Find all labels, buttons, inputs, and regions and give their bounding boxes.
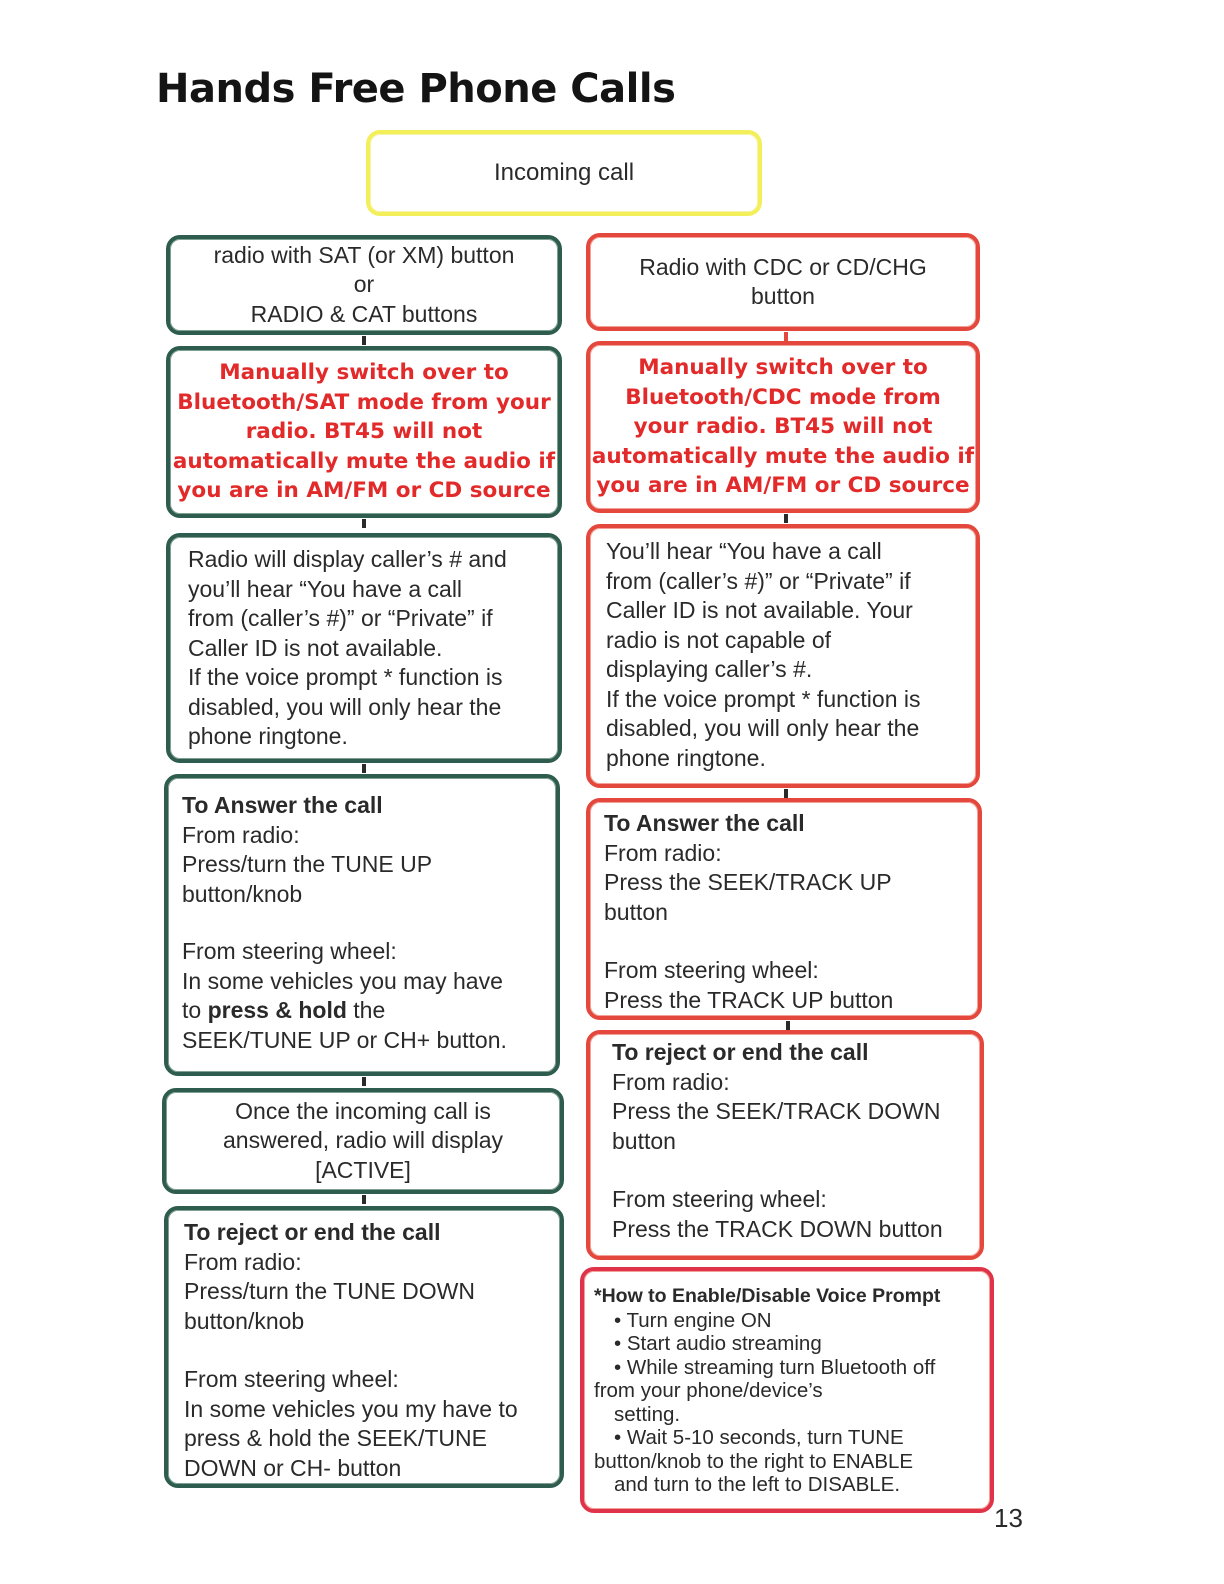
left-display-line: you’ll hear “You have a call [188, 575, 463, 602]
right-display-line: disabled, you will only hear the [606, 715, 920, 741]
left-active-line: Once the incoming call is [235, 1097, 491, 1124]
left-reject-wheel-line: DOWN or CH- button [184, 1454, 402, 1481]
left-connector [362, 336, 366, 345]
left-connector [362, 519, 366, 528]
voice-prompt-heading: *How to Enable/Disable Voice Prompt [594, 1285, 941, 1307]
left-answer-heading: To Answer the call [182, 792, 383, 818]
voice-prompt-line: • Wait 5-10 seconds, turn TUNE [614, 1426, 904, 1449]
right-radio-type-box [586, 233, 980, 331]
right-display-line: from (caller’s #)” or “Private” if [606, 567, 911, 594]
left-answer-wheel-line: In some vehicles you may have [182, 967, 503, 994]
left-alert-line: Manually switch over to [219, 360, 509, 386]
voice-prompt-line: button/knob to the right to ENABLE [594, 1449, 914, 1473]
right-alert-line: your radio. BT45 will not [633, 414, 933, 440]
left-display-line: disabled, you will only hear the [188, 693, 502, 720]
left-connector [362, 1195, 366, 1204]
right-display-line: If the voice prompt * function is [606, 685, 921, 712]
right-connector [784, 332, 788, 341]
right-display-line: You’ll hear “You have a call [606, 538, 882, 564]
right-display-line: displaying caller’s #. [606, 656, 813, 682]
left-alert-line: you are in AM/FM or CD source [177, 478, 551, 504]
left-display-line: Caller ID is not available. [188, 634, 443, 661]
spacer [184, 1336, 544, 1365]
left-reject-from-wheel: From steering wheel: [184, 1366, 399, 1392]
right-answer-radio-line: button [604, 898, 668, 925]
right-display-line: radio is not capable of [606, 626, 832, 653]
spacer [612, 1156, 958, 1185]
left-answer-box [164, 774, 560, 1076]
left-radio-type-line: radio with SAT (or XM) button [213, 241, 515, 268]
right-reject-radio-line: Press the SEEK/TRACK DOWN [612, 1098, 941, 1124]
right-display-box [586, 524, 980, 788]
page-title: Hands Free Phone Calls [156, 66, 676, 112]
right-alert-line: Bluetooth/CDC mode from [625, 384, 941, 410]
voice-prompt-line: and turn to the left to DISABLE. [614, 1473, 901, 1496]
left-display-line: phone ringtone. [188, 723, 348, 749]
left-alert-box [166, 346, 562, 518]
left-active-line: [ACTIVE] [315, 1156, 411, 1183]
left-answer-wheel-line2 [182, 996, 542, 1026]
left-connector [362, 764, 366, 773]
voice-prompt-box [580, 1267, 994, 1513]
right-display-line: phone ringtone. [606, 744, 766, 771]
voice-prompt-line: • Turn engine ON [614, 1308, 772, 1332]
right-alert-box [586, 341, 980, 513]
wheel-bold: press & hold [207, 997, 347, 1023]
left-connector [362, 1077, 366, 1086]
right-radio-type-line: button [751, 283, 815, 309]
right-answer-heading: To Answer the call [604, 810, 805, 836]
left-answer-radio-line: Press/turn the TUNE UP [182, 851, 433, 877]
left-radio-type-line: or [353, 271, 375, 298]
voice-prompt-line: setting. [614, 1402, 681, 1426]
incoming-call-label: Incoming call [493, 159, 635, 187]
left-alert-line: Bluetooth/SAT mode from your [177, 389, 551, 415]
voice-prompt-line: • While streaming turn Bluetooth off [614, 1355, 936, 1379]
left-display-line: If the voice prompt * function is [188, 664, 503, 690]
left-reject-radio-line: Press/turn the TUNE DOWN [184, 1278, 475, 1304]
right-alert-line: you are in AM/FM or CD source [596, 473, 970, 499]
voice-prompt-line: • Start audio streaming [614, 1332, 822, 1355]
left-reject-wheel-line: press & hold the SEEK/TUNE [184, 1425, 487, 1451]
left-answer-radio-line: button/knob [182, 880, 303, 907]
right-answer-box [586, 798, 982, 1020]
right-connector [786, 1021, 790, 1030]
left-alert-line: automatically mute the audio if [172, 448, 556, 474]
left-reject-heading: To reject or end the call [184, 1219, 441, 1245]
right-connector [784, 789, 788, 798]
right-display-line: Caller ID is not available. Your [606, 597, 913, 623]
right-answer-from-radio: From radio: [604, 839, 722, 866]
right-radio-type-line: Radio with CDC or CD/CHG [639, 253, 927, 280]
right-answer-wheel-line: Press the TRACK UP button [604, 986, 894, 1013]
left-display-line: Radio will display caller’s # and [188, 546, 507, 572]
page-number: 13 [994, 1503, 1023, 1533]
left-answer-wheel-line: SEEK/TUNE UP or CH+ button. [182, 1026, 507, 1053]
left-reject-box [164, 1206, 564, 1488]
right-reject-box [586, 1030, 984, 1260]
left-display-line: from (caller’s #)” or “Private” if [188, 605, 493, 631]
right-alert-line: automatically mute the audio if [591, 443, 975, 469]
spacer [604, 927, 964, 956]
left-answer-from-wheel: From steering wheel: [182, 938, 397, 964]
wheel-prefix: to [182, 997, 202, 1023]
left-reject-wheel-line: In some vehicles you my have to [184, 1395, 518, 1422]
left-alert-line: radio. BT45 will not [245, 419, 483, 445]
left-display-box [166, 533, 562, 763]
right-reject-from-radio: From radio: [612, 1068, 730, 1095]
left-active-line: answered, radio will display [223, 1127, 503, 1154]
left-reject-radio-line: button/knob [184, 1307, 305, 1334]
right-answer-radio-line: Press the SEEK/TRACK UP [604, 869, 892, 895]
left-radio-type-box [166, 235, 562, 335]
left-answer-from-radio: From radio: [182, 821, 300, 848]
voice-prompt-line: from your phone/device’s [594, 1379, 823, 1402]
right-reject-radio-line: button [612, 1127, 676, 1154]
left-active-box [162, 1088, 564, 1194]
right-alert-line: Manually switch over to [638, 355, 928, 381]
right-reject-heading: To reject or end the call [612, 1039, 869, 1065]
left-radio-type-line: RADIO & CAT buttons [250, 300, 478, 327]
incoming-call-box [366, 130, 762, 216]
right-connector [784, 514, 788, 523]
spacer [182, 909, 542, 937]
right-answer-from-wheel: From steering wheel: [604, 957, 819, 983]
right-reject-from-wheel: From steering wheel: [612, 1186, 827, 1212]
right-reject-wheel-line: Press the TRACK DOWN button [612, 1215, 943, 1242]
left-reject-from-radio: From radio: [184, 1248, 302, 1275]
wheel-suffix: the [353, 997, 386, 1023]
